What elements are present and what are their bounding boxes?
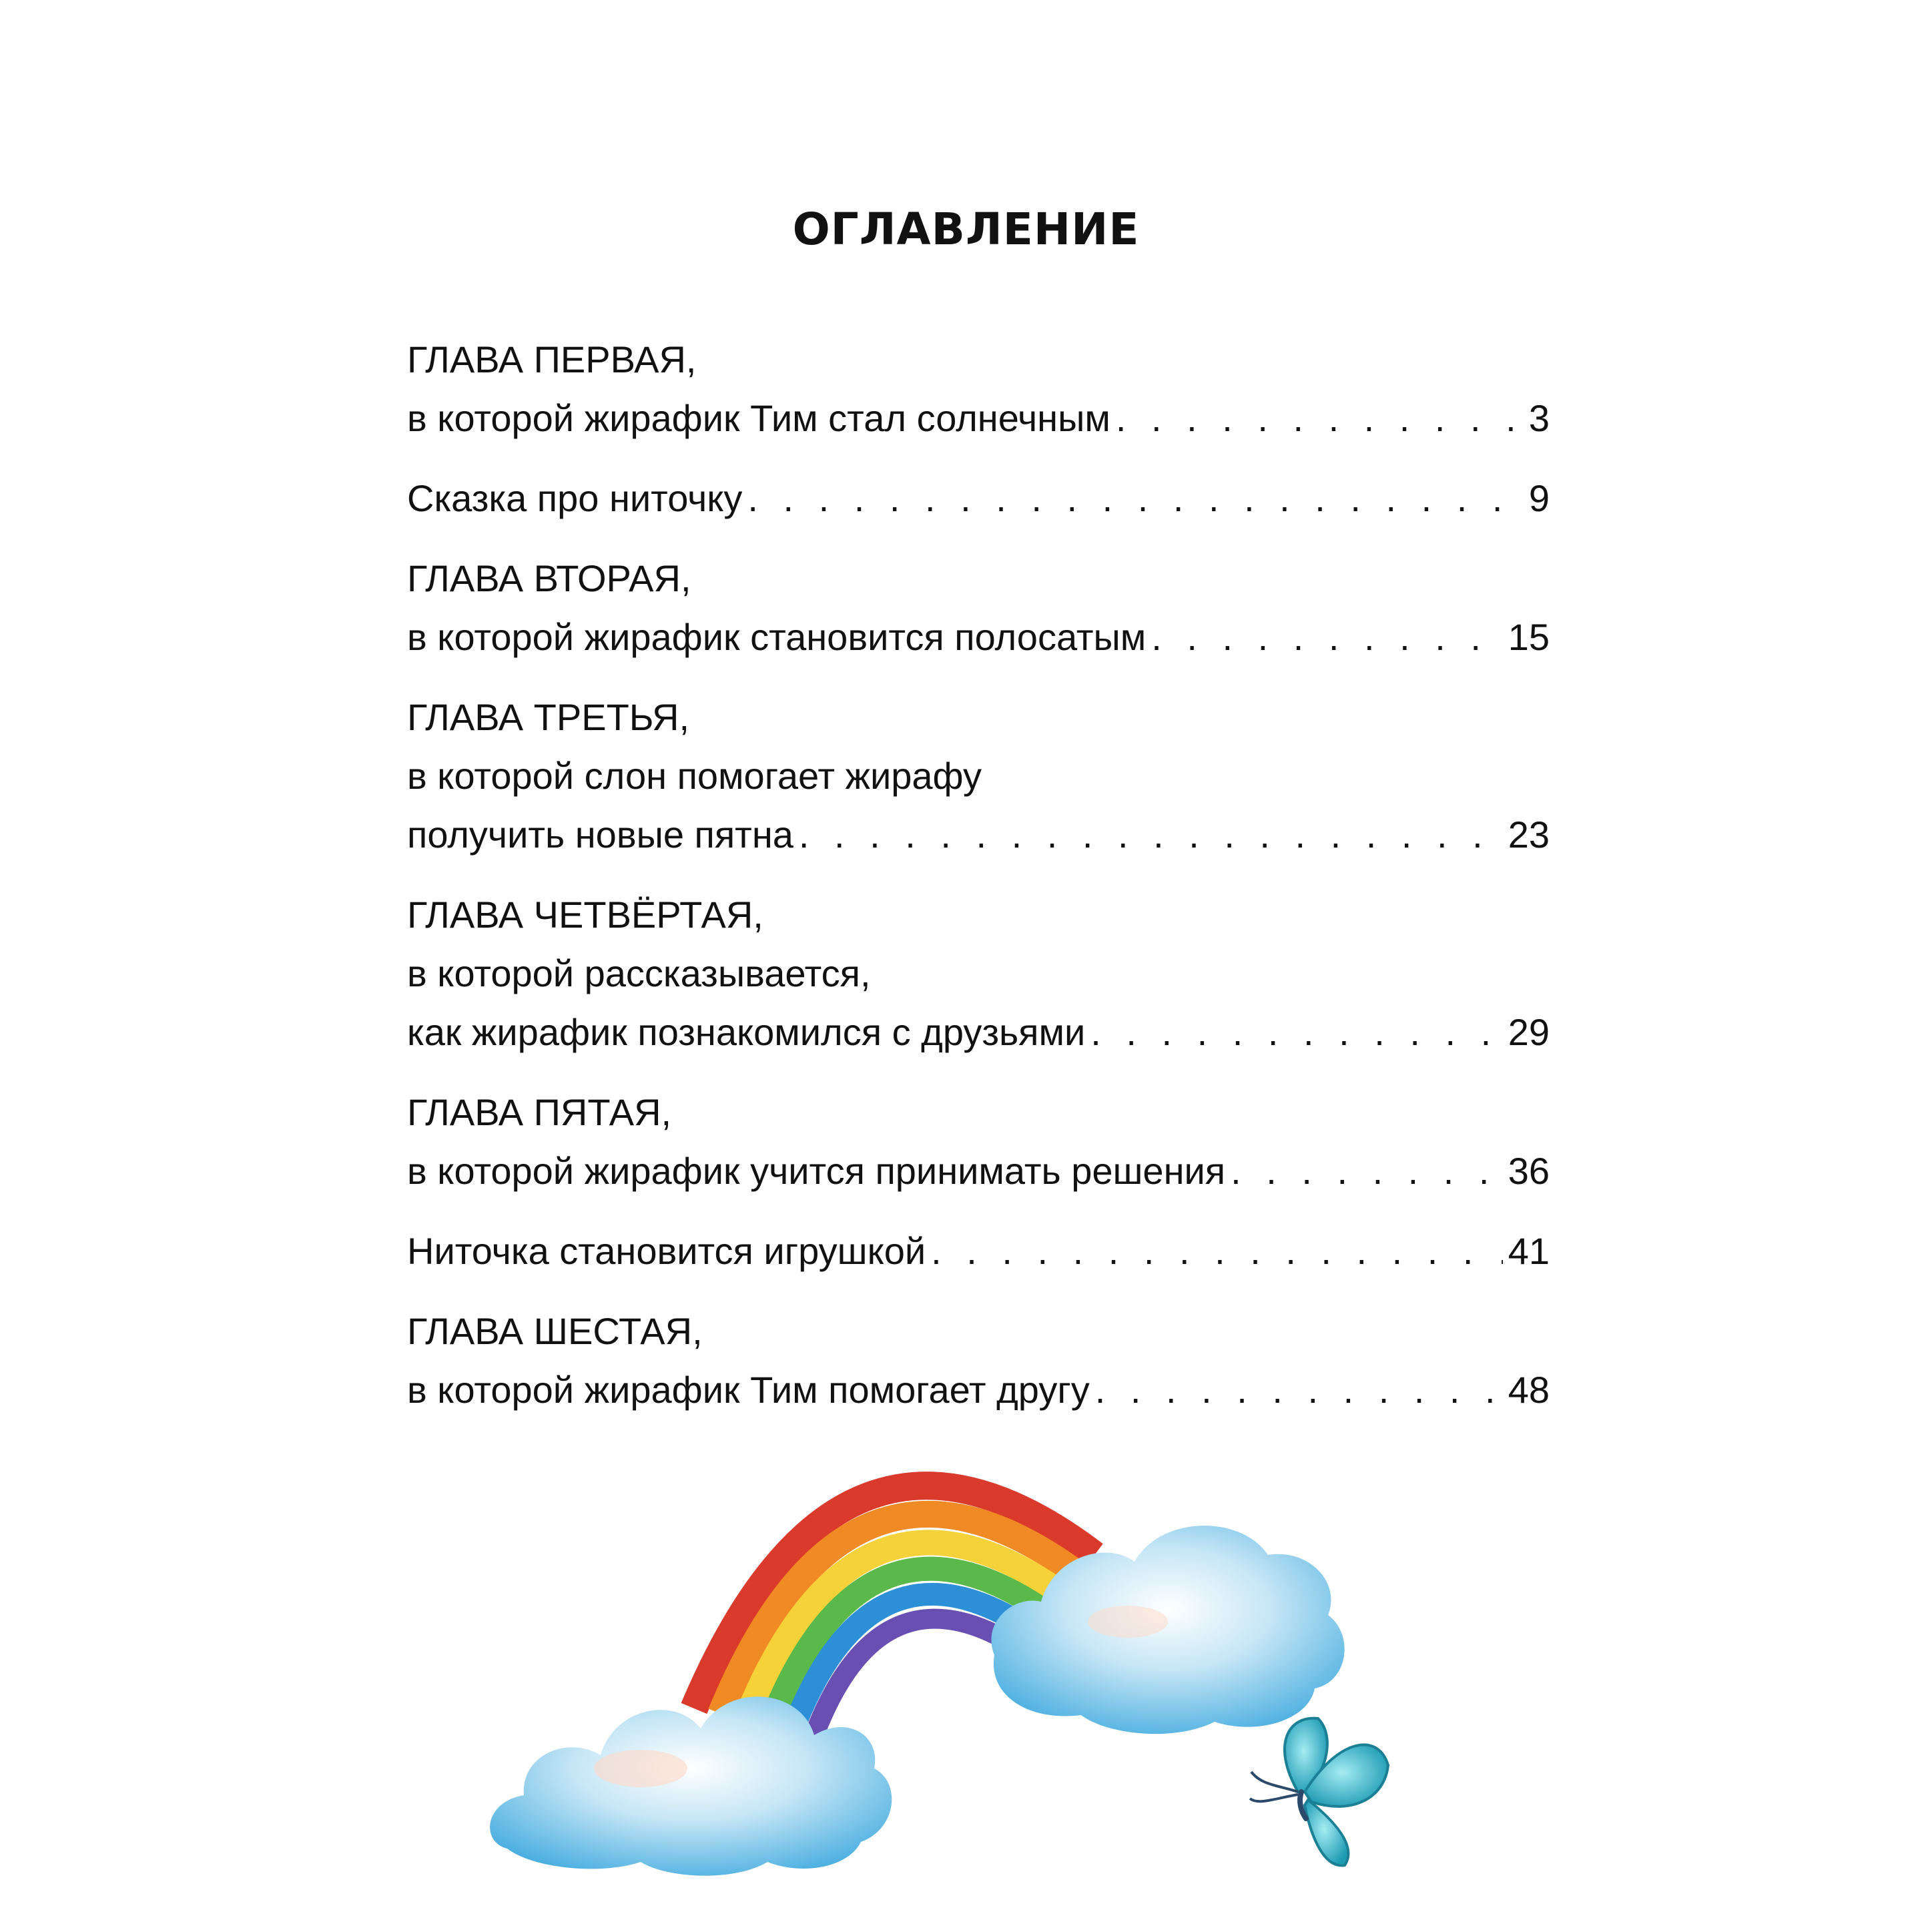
toc-entry-title: в которой жирафик учится принимать решения bbox=[407, 1150, 1226, 1192]
toc-entry-line: ГЛАВА ТРЕТЬЯ, bbox=[407, 696, 690, 738]
toc-entry-line: ГЛАВА ШЕСТАЯ, bbox=[407, 1310, 703, 1352]
toc-page-number: 3 bbox=[1528, 397, 1550, 439]
toc-entry-title: как жирафик познакомился с друзьями bbox=[407, 1011, 1086, 1053]
toc-page-number: 23 bbox=[1508, 814, 1550, 856]
toc-entry-line: ГЛАВА ЧЕТВЁРТАЯ, bbox=[407, 894, 763, 936]
toc-entry-title: в которой жирафик становится полосатым bbox=[407, 616, 1147, 658]
toc-page-number: 41 bbox=[1508, 1230, 1550, 1272]
toc-entry-line: ГЛАВА ПЯТАЯ, bbox=[407, 1091, 672, 1133]
toc-entry-title: Сказка про ниточку bbox=[407, 477, 743, 519]
toc-page-number: 48 bbox=[1508, 1369, 1550, 1411]
toc-entry-line: ГЛАВА ПЕРВАЯ, bbox=[407, 338, 697, 380]
toc-page-number: 15 bbox=[1508, 616, 1550, 658]
toc-entry-line: в которой слон помогает жирафу bbox=[407, 755, 982, 797]
toc-entry-title: в которой жирафик Тим помогает другу bbox=[407, 1369, 1090, 1411]
page-title: ОГЛАВЛЕНИЕ bbox=[792, 204, 1140, 255]
toc-entry-line: ГЛАВА ВТОРАЯ, bbox=[407, 557, 691, 599]
toc-entry-line: в которой рассказывается, bbox=[407, 952, 871, 994]
cloud-illustration bbox=[490, 1696, 892, 1875]
toc-page-number: 36 bbox=[1508, 1150, 1550, 1192]
toc-page-number: 29 bbox=[1508, 1011, 1550, 1053]
butterfly-illustration bbox=[1250, 1718, 1388, 1866]
toc-page-number: 9 bbox=[1528, 477, 1550, 519]
toc-entry-title: получить новые пятна bbox=[407, 814, 793, 856]
toc-entry-title: в которой жирафик Тим стал солнечным bbox=[407, 397, 1110, 439]
toc-entry-title: Ниточка становится игрушкой bbox=[407, 1230, 926, 1272]
